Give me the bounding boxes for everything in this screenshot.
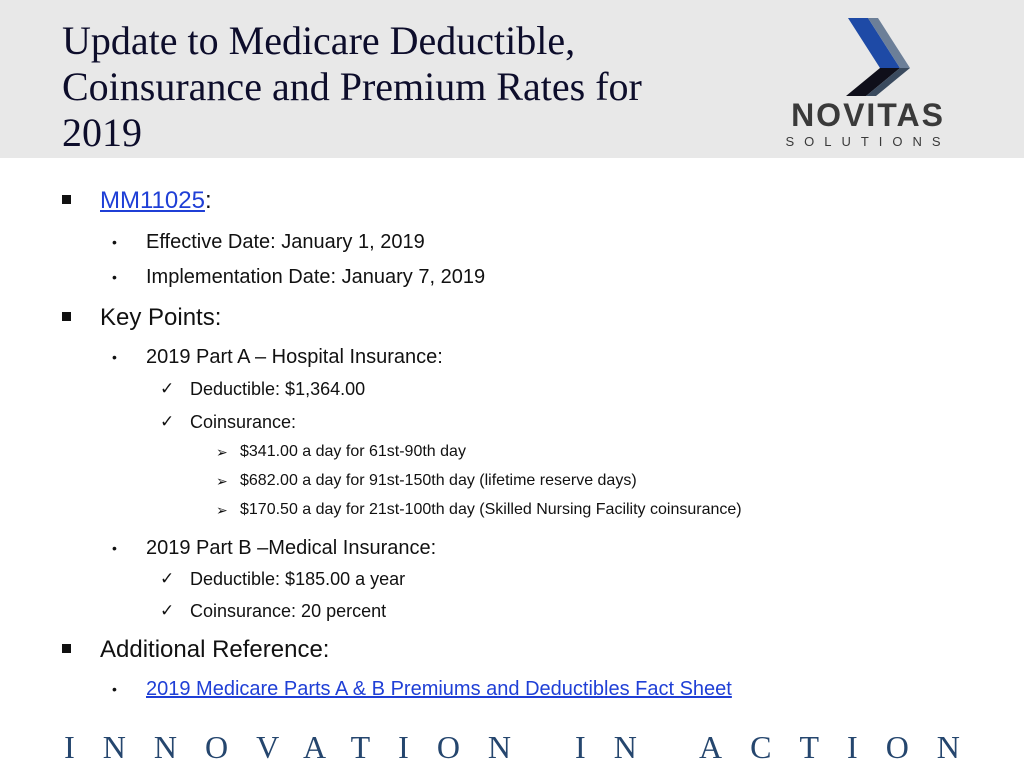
square-bullet-icon [62,312,71,321]
logo-mark-icon [846,18,910,96]
checkmark-icon: ✓ [160,601,175,620]
list-item-fact-sheet [112,676,732,702]
implementation-date-text: Implementation Date: January 7, 2019 [146,266,486,288]
list-item-part-b-coinsurance [160,600,387,622]
mm-suffix: : [204,187,212,214]
part-b-heading: 2019 Part B –Medical Insurance: [146,537,437,559]
checkmark-icon: ✓ [160,379,175,398]
logo-sub: SOLUTIONS [785,134,951,149]
coinsurance-rate-text: $170.50 a day for 21st-100th day (Skilled Nursing Facility coinsurance) [240,501,742,518]
part-a-heading: 2019 Part A – Hospital Insurance: [146,346,443,368]
part-a-coinsurance-text: Coinsurance: [190,412,297,432]
list-item-key-points [100,303,221,333]
dot-bullet-icon: • [112,540,117,556]
logo-brand: NOVITAS [791,97,945,133]
dot-bullet-icon: • [112,681,117,697]
dot-bullet-icon: • [112,349,117,365]
effective-date-text: Effective Date: January 1, 2019 [146,231,425,253]
mm11025-link[interactable]: MM11025 [100,187,205,214]
coinsurance-rate-text: $341.00 a day for 61st-90th day [240,443,466,460]
coinsurance-rate-text: $682.00 a day for 91st-150th day (lifetime reserve days) [240,472,637,489]
square-bullet-icon [62,195,71,204]
list-item-effective-date [112,229,425,255]
list-item-mm [100,186,212,216]
square-bullet-icon [62,644,71,653]
slide-title: Update to Medicare Deductible, Coinsurance and Premium Rates for 2019 [62,18,642,155]
fact-sheet-link[interactable]: 2019 Medicare Parts A & B Premiums and Deductibles Fact Sheet [146,678,732,700]
dot-bullet-icon: • [112,234,117,250]
part-b-deductible-text: Deductible: $185.00 a year [190,569,406,589]
arrow-bullet-icon: ➢ [216,502,228,518]
list-item-part-a-deductible [160,378,366,400]
key-points-heading: Key Points: [100,304,222,331]
novitas-logo [770,10,970,150]
list-item-part-b [112,535,437,561]
list-item-additional-reference [100,635,329,665]
list-item-part-b-deductible [160,568,406,590]
list-item-coinsurance-rate [216,442,466,462]
arrow-bullet-icon: ➢ [216,444,228,460]
list-item-coinsurance-rate [216,471,637,491]
dot-bullet-icon: • [112,269,117,285]
checkmark-icon: ✓ [160,569,175,588]
checkmark-icon: ✓ [160,412,175,431]
part-a-deductible-text: Deductible: $1,364.00 [190,379,366,399]
list-item-part-a [112,344,443,370]
header-band [0,0,1024,158]
footer-tagline: INNOVATION IN ACTION [64,728,988,765]
list-item-part-a-coinsurance [160,411,297,433]
list-item-coinsurance-rate [216,500,742,520]
arrow-bullet-icon: ➢ [216,473,228,489]
part-b-coinsurance-text: Coinsurance: 20 percent [190,601,387,621]
additional-reference-heading: Additional Reference: [100,636,330,663]
list-item-implementation-date [112,264,486,290]
